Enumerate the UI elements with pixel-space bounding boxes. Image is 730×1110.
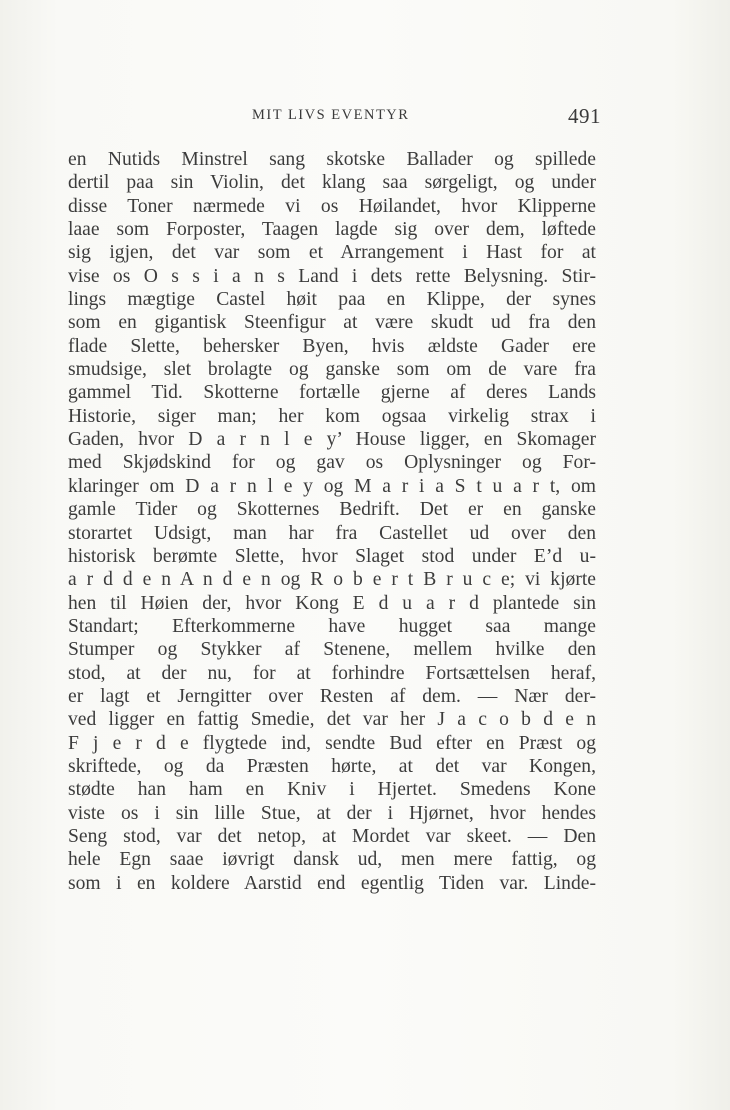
text-line: vise os O s s i a n s Land i dets rette Belysning. Stir- bbox=[68, 265, 596, 287]
text-line: ved ligger en fattig Smedie, det var her J a c o b d e n bbox=[68, 709, 596, 731]
text-line: a r d d e n A n d e n og R o b e r t B r u c e; vi kjørte bbox=[68, 569, 596, 591]
text-line: dertil paa sin Violin, det klang saa sørgeligt, og under bbox=[68, 172, 596, 194]
text-line: lings mægtige Castel høit paa en Klippe, der synes bbox=[68, 289, 596, 311]
text-line: hen til Høien der, hvor Kong E d u a r d plantede sin bbox=[68, 592, 596, 614]
text-line: Standart; Efterkommerne have hugget saa mange bbox=[68, 615, 596, 637]
text-line: laae som Forposter, Taagen lagde sig over dem, løftede bbox=[68, 219, 596, 241]
text-line: klaringer om D a r n l e y og M a r i a S t u a r t, om bbox=[68, 475, 596, 497]
text-line: F j e r d e flygtede ind, sendte Bud efter en Præst og bbox=[68, 732, 596, 754]
text-line: flade Slette, behersker Byen, hvis ældste Gader ere bbox=[68, 335, 596, 357]
text-line: historisk berømte Slette, hvor Slaget stod under E’d u- bbox=[68, 545, 596, 567]
text-line: Gaden, hvor D a r n l e y’ House ligger, en Skomager bbox=[68, 429, 596, 451]
running-title: MIT LIVS EVENTYR bbox=[252, 107, 410, 123]
text-line: hele Egn saae iøvrigt dansk ud, men mere fattig, og bbox=[68, 849, 596, 871]
text-line: Seng stod, var det netop, at Mordet var skeet. — Den bbox=[68, 825, 596, 847]
text-line: smudsige, slet brolagte og ganske som om de vare fra bbox=[68, 359, 596, 381]
text-line: stod, at der nu, for at forhindre Fortsættelsen heraf, bbox=[68, 662, 596, 684]
text-line: stødte han ham en Kniv i Hjertet. Smedens Kone bbox=[68, 779, 596, 801]
page-number: 491 bbox=[568, 104, 601, 128]
running-header bbox=[0, 100, 730, 140]
text-line: med Skjødskind for og gav os Oplysninger og For- bbox=[68, 452, 596, 474]
text-line: Historie, siger man; her kom ogsaa virkelig strax i bbox=[68, 405, 596, 427]
text-line: disse Toner nærmede vi os Høilandet, hvor Klipperne bbox=[68, 195, 596, 217]
text-line: storartet Udsigt, man har fra Castellet ud over den bbox=[68, 522, 596, 544]
text-line: viste os i sin lille Stue, at der i Hjørnet, hvor hendes bbox=[68, 802, 596, 824]
text-line: som en gigantisk Steenfigur at være skudt ud fra den bbox=[68, 312, 596, 334]
body-text bbox=[68, 148, 596, 895]
text-line: som i en koldere Aarstid end egentlig Tiden var. Linde- bbox=[68, 872, 596, 894]
text-line: gammel Tid. Skotterne fortælle gjerne af deres Lands bbox=[68, 382, 596, 404]
text-line: skriftede, og da Præsten hørte, at det var Kongen, bbox=[68, 755, 596, 777]
text-line: gamle Tider og Skotternes Bedrift. Det er en ganske bbox=[68, 499, 596, 521]
text-line: sig igjen, det var som et Arrangement i Hast for at bbox=[68, 242, 596, 264]
text-line: en Nutids Minstrel sang skotske Ballader og spillede bbox=[68, 149, 596, 170]
text-line: Stumper og Stykker af Stenene, mellem hvilke den bbox=[68, 639, 596, 661]
text-line: er lagt et Jerngitter over Resten af dem. — Nær der- bbox=[68, 685, 596, 707]
